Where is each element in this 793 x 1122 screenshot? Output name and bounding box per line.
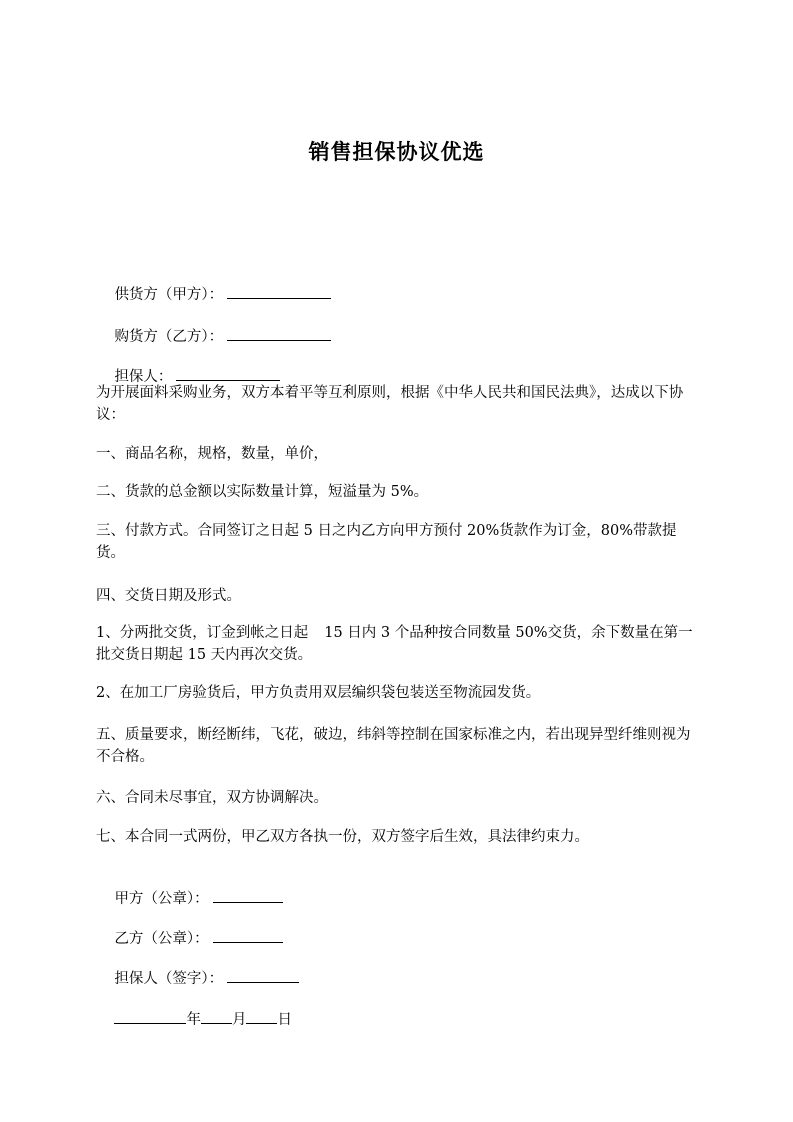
month-blank[interactable] <box>201 1008 232 1024</box>
supplier-label: 供货方（甲方）： <box>114 287 224 303</box>
guarantor-label: 担保人： <box>114 369 173 385</box>
buyer-blank[interactable] <box>227 325 331 341</box>
clause-1: 一、商品名称，规格，数量，单价， <box>96 446 328 462</box>
day-blank[interactable] <box>246 1008 277 1024</box>
year-blank[interactable] <box>114 1008 186 1024</box>
guarantor-sign-label: 担保人（签字）： <box>114 971 224 987</box>
clause-4-1-part-b: 15 日内 3 个品种按合同数量 50%交货，余下数量在第一批交货日期起 15 天内再次交货。 <box>96 625 693 663</box>
clause-3: 三、付款方式。合同签订之日起 5 日之内乙方向甲方预付 20%货款作为订金，80%带款提货。 <box>96 523 677 561</box>
supplier-blank[interactable] <box>227 283 331 299</box>
clause-7: 七、本合同一式两份，甲乙双方各执一份，双方签字后生效，具法律约束力。 <box>96 829 589 845</box>
document-title: 销售担保协议优选 <box>308 140 485 164</box>
month-label: 月 <box>231 1012 247 1028</box>
clause-6: 六、合同未尽事宜，双方协调解决。 <box>96 790 328 806</box>
clause-4-2: 2、在加工厂房验货后，甲方负责用双层编织袋包装送至物流园发货。 <box>96 685 541 701</box>
guarantor-blank[interactable] <box>176 365 280 381</box>
buyer-label: 购货方（乙方）： <box>114 329 224 345</box>
party-a-seal-blank[interactable] <box>213 887 283 903</box>
party-a-seal-label: 甲方（公章）： <box>114 891 209 907</box>
clause-5: 五、质量要求，断经断纬，飞花，破边，纬斜等控制在国家标准之内，若出现异型纤维则视为不合格。 <box>96 727 691 765</box>
party-b-seal-label: 乙方（公章）： <box>114 931 209 947</box>
intro-paragraph: 为开展面料采购业务，双方本着平等互利原则，根据《中华人民共和国民法典》，达成以下协议： <box>96 385 684 423</box>
clause-4-1 <box>96 622 700 666</box>
party-b-seal-blank[interactable] <box>213 927 283 943</box>
clause-4: 四、交货日期及形式。 <box>96 588 241 604</box>
clause-4-1-part-a: 1、分两批交货，订金到帐之日起 <box>96 625 309 641</box>
year-label: 年 <box>186 1012 201 1028</box>
guarantor-sign-blank[interactable] <box>227 967 299 983</box>
date-line <box>96 986 700 1053</box>
day-label: 日 <box>277 1012 292 1028</box>
clause-2: 二、货款的总金额以实际数量计算，短溢量为 5%。 <box>96 484 429 500</box>
